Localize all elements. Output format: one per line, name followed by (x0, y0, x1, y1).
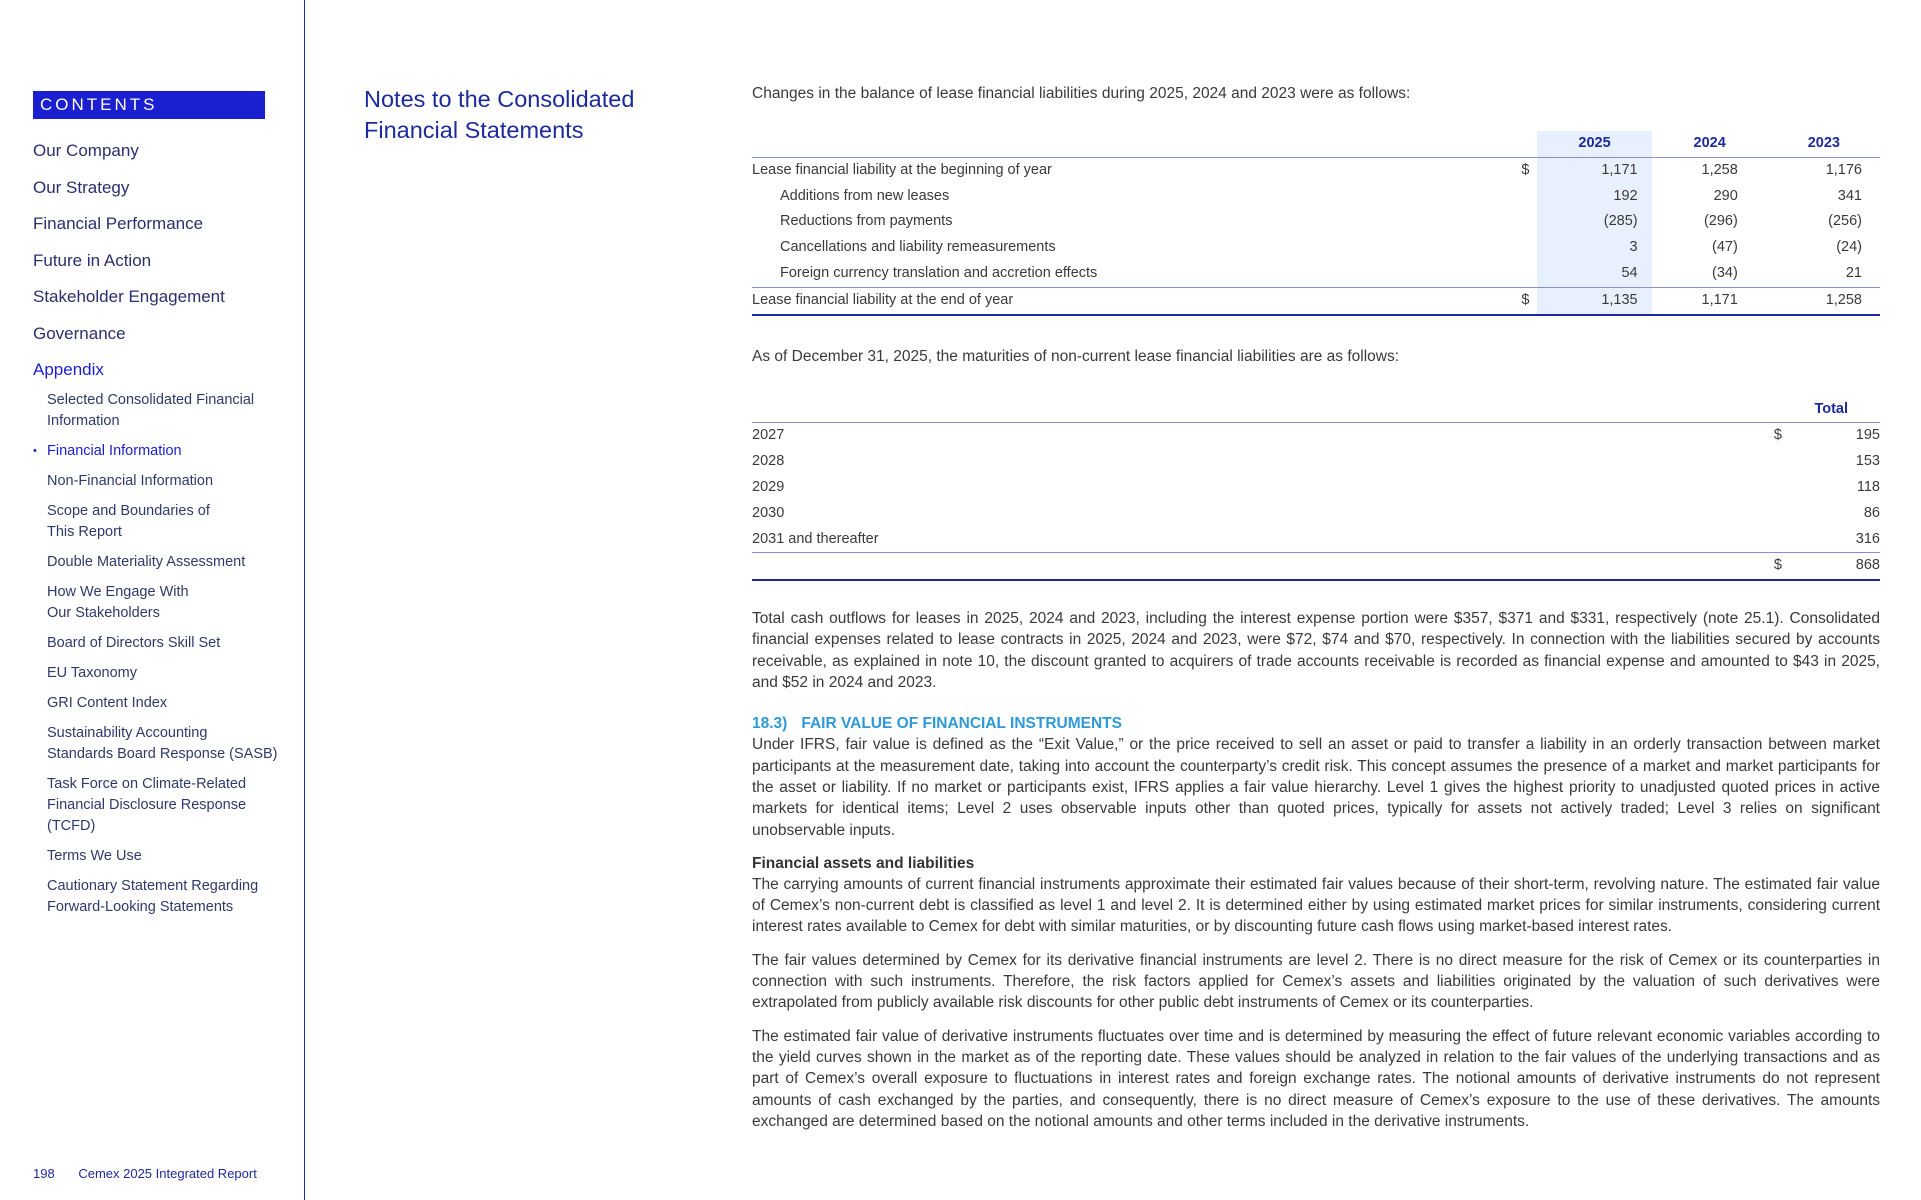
sub-item-label-line: Sustainability Accounting (47, 725, 208, 741)
nav-item-our-strategy[interactable]: Our Strategy (33, 177, 130, 197)
cash-outflows-paragraph: Total cash outflows for leases in 2025, 2024 and 2023, including the interest expense portion were $357, $371 and $331, respectively (note 25.1). Consolidated financial expenses related to lease contracts in 2025, 2024 and 2023, were $72, $74 and $70, respectively. In connection with the liabilities secured by accounts receivable, as explained in note 10, the discount granted to acquirers of trade accounts receivable is recorded as financial expense and amounted to $43 in 2025, and $52 in 2024 and 2023. (752, 610, 1880, 692)
currency-symbol: $ (1773, 427, 1782, 444)
sub-item-label-line: Task Force on Climate-Related (47, 776, 247, 792)
sub-item-label-line: How We Engage With (47, 584, 189, 600)
financial-assets-paragraph-2: The fair values determined by Cemex for its derivative financial instruments are level 2. There is no direct measure for the risk of Cemex or its counterparties in connection with such instruments. Therefore, the risk factors applied for Cemex’s assets and liabilities originated by the valuation of such derivatives were extrapolated from publicly available risk discounts for other public debt instruments of Cemex or its counterparties. (752, 951, 1880, 1012)
nav-main-list (33, 137, 225, 393)
value-2025: 1,171 (1537, 157, 1651, 183)
value-2024: (296) (1703, 213, 1738, 230)
sub-item-label-line: Terms We Use (47, 848, 142, 864)
row-label: Lease financial liability at the end of year (752, 287, 1490, 314)
table-row (752, 449, 1880, 475)
sub-item-label-line: EU Taxonomy (47, 665, 137, 681)
table-total-row (752, 553, 1880, 580)
financial-assets-paragraph-3: The estimated fair value of derivative instruments fluctuates over time and is determined by measuring the effect of future relevant economic variables according to the yield curves shown in the market as of the reporting date. These values should be analyzed in relation to the fair values of the underlying transactions and as part of Cemex’s overall exposure to fluctuations in interest rates and foreign exchange rates. The notional amounts of derivative instruments do not represent amounts of cash exchanged by the parties, and consequently, there is no direct measure of Cemex’s exposure to the use of these derivatives. The amounts exchanged are determined based on the notional amounts and other terms included in the derivative instruments. (752, 1027, 1880, 1130)
table-row (752, 501, 1880, 527)
table-row (752, 475, 1880, 501)
page-number: 198 (33, 1166, 55, 1181)
nav-sub-list (47, 390, 287, 927)
lease-liabilities-table (752, 131, 1880, 316)
value-2025: 1,135 (1537, 287, 1651, 314)
financial-assets-paragraph-1: The carrying amounts of current financial instruments approximate their estimated fair values because of their short-term, revolving nature. The estimated fair value of Cemex’s non-current debt is classified as level 1 and level 2. It is determined either by using estimated market prices for similar instruments, considering current interest rates available to Cemex for debt with similar maturities, or by discounting future cash flows using market-based interest rates. (752, 875, 1880, 936)
value-2025: 3 (1537, 235, 1651, 261)
value-2023: (256) (1828, 213, 1862, 230)
currency-symbol (1752, 475, 1782, 501)
currency-symbol (1752, 449, 1782, 475)
sub-item-label-line: Our Stakeholders (47, 605, 160, 621)
row-label: Additions from new leases (780, 187, 950, 204)
table-header-row (752, 397, 1880, 423)
table-row (752, 157, 1880, 183)
value-2024: (47) (1712, 239, 1738, 256)
sidebar-navigation (0, 0, 305, 1200)
row-value: 86 (1863, 504, 1880, 521)
currency-symbol (1752, 501, 1782, 527)
year-header-2025: 2025 (1537, 131, 1651, 157)
table-row (752, 261, 1880, 287)
sub-item-eu-taxonomy[interactable] (47, 663, 287, 684)
row-label: 2031 and thereafter (752, 530, 879, 547)
year-header-2023: 2023 (1766, 131, 1880, 157)
sub-item-scope-and-boundaries[interactable] (47, 501, 287, 543)
table-row (752, 184, 1880, 210)
maturity-table (752, 397, 1880, 582)
page-footer (33, 1166, 257, 1181)
nav-item-stakeholder-engagement[interactable]: Stakeholder Engagement (33, 287, 225, 306)
sub-item-board-skill-set[interactable] (47, 633, 287, 654)
report-name: Cemex 2025 Integrated Report (78, 1166, 257, 1181)
table-row (752, 235, 1880, 261)
header-spacer (1490, 131, 1537, 157)
row-label: Reductions from payments (780, 213, 953, 230)
sub-item-label-line: Standards Board Response (SASB) (47, 746, 278, 762)
sub-item-selected-consolidated-financial-information[interactable] (47, 390, 287, 432)
value-2023: 1,176 (1825, 161, 1862, 178)
header-spacer (752, 397, 1752, 423)
value-2024: (34) (1712, 264, 1738, 281)
financial-assets-heading: Financial assets and liabilities (752, 854, 975, 872)
lease-table-intro: Changes in the balance of lease financial liabilities during 2025, 2024 and 2023 were as follows: (752, 85, 1411, 102)
currency-symbol: $ (1490, 287, 1537, 314)
sub-item-non-financial-information[interactable] (47, 471, 287, 492)
maturity-table-intro: As of December 31, 2025, the maturities of non-current lease financial liabilities are as follows: (752, 347, 1400, 365)
currency-symbol (1490, 261, 1537, 287)
section-title-line: Notes to the Consolidated (364, 86, 635, 112)
fair-value-intro-paragraph: Under IFRS, fair value is defined as the “Exit Value,” or the price received to sell an asset or paid to transfer a liability in an orderly transaction between market participants at the measurement date, taking into account the counterparty’s credit risk. This concept assumes the presence of a market and market participants for the asset or liability. If no market or participants exist, IFRS applies a fair value hierarchy. Level 1 gives the highest priority to unadjusted quoted prices in active markets for identical items; Level 2 uses observable inputs other than quoted prices, typically for assets not actively traded; Level 3 relies on significant unobservable inputs. (752, 736, 1880, 839)
currency-symbol (1490, 184, 1537, 210)
sub-item-label-line: Scope and Boundaries of (47, 503, 210, 519)
value-2023: 341 (1837, 187, 1862, 204)
section-heading-text: FAIR VALUE OF FINANCIAL INSTRUMENTS (801, 715, 1122, 733)
fair-value-heading (752, 713, 1880, 734)
sub-item-label-line: Double Materiality Assessment (47, 554, 246, 570)
row-label: 2029 (752, 478, 785, 495)
section-title-line: Financial Statements (364, 117, 584, 143)
value-2024: 290 (1713, 187, 1738, 204)
section-number: 18.3) (752, 715, 788, 733)
row-value: 195 (1855, 427, 1880, 444)
table-header-row (752, 131, 1880, 157)
sub-item-how-we-engage[interactable] (47, 582, 287, 624)
sub-item-gri-content-index[interactable] (47, 693, 287, 714)
sub-item-label-line: Cautionary Statement Regarding (47, 878, 259, 894)
header-spacer (1752, 397, 1782, 423)
currency-symbol (1490, 235, 1537, 261)
sub-item-label-line: Selected Consolidated Financial (47, 392, 255, 408)
row-label: Lease financial liability at the beginning of year (752, 161, 1052, 178)
sub-item-label-line: Forward-Looking Statements (47, 899, 234, 915)
nav-item-appendix[interactable]: Appendix (33, 360, 104, 379)
nav-item-future-in-action[interactable]: Future in Action (33, 250, 152, 270)
nav-item-governance[interactable]: Governance (33, 323, 126, 343)
table-row (752, 423, 1880, 449)
table-row (752, 209, 1880, 235)
row-value: 316 (1855, 530, 1880, 547)
row-label: Foreign currency translation and accretion effects (780, 264, 1098, 281)
sub-item-double-materiality-assessment[interactable] (47, 552, 287, 573)
value-2025: 54 (1537, 261, 1651, 287)
value-2023: (24) (1836, 239, 1862, 256)
section-title (364, 84, 664, 146)
row-label: 2027 (752, 427, 785, 444)
row-label-empty (752, 553, 1752, 580)
contents-badge[interactable]: CONTENTS (33, 91, 265, 119)
value-2023: 1,258 (1766, 287, 1880, 314)
nav-item-financial-performance[interactable]: Financial Performance (33, 214, 204, 233)
sub-item-financial-information[interactable] (47, 441, 287, 462)
row-value: 153 (1855, 453, 1880, 470)
main-content (752, 84, 1880, 1132)
value-2025: 192 (1537, 184, 1651, 210)
sub-item-cautionary-statement[interactable] (47, 876, 287, 918)
value-2025: (285) (1537, 209, 1651, 235)
value-2023: 21 (1845, 264, 1862, 281)
sub-item-sasb[interactable] (47, 723, 287, 765)
sub-item-label-line: (TCFD) (47, 818, 96, 834)
table-total-row (752, 287, 1880, 314)
sub-item-label-line: Board of Directors Skill Set (47, 635, 221, 651)
total-value: 868 (1782, 553, 1880, 580)
year-header-2024: 2024 (1652, 131, 1766, 157)
table-row (752, 527, 1880, 553)
sub-item-label-line: This Report (47, 524, 122, 540)
value-2024: 1,171 (1652, 287, 1766, 314)
sub-item-label-line: Financial Information (47, 443, 182, 459)
sub-item-label-line: GRI Content Index (47, 695, 168, 711)
row-label: 2028 (752, 453, 785, 470)
sub-item-tcfd[interactable] (47, 774, 287, 837)
sub-item-label-line: Financial Disclosure Response (47, 797, 247, 813)
currency-symbol: $ (1752, 553, 1782, 580)
sub-item-terms-we-use[interactable] (47, 846, 287, 867)
currency-symbol (1490, 209, 1537, 235)
sub-item-label-line: Information (47, 413, 120, 429)
currency-symbol (1752, 527, 1782, 553)
row-value: 118 (1856, 478, 1880, 495)
row-label: Cancellations and liability remeasurements (780, 239, 1056, 256)
nav-item-our-company[interactable]: Our Company (33, 141, 139, 160)
header-spacer (752, 131, 1490, 157)
total-header: Total (1782, 397, 1880, 423)
row-label: 2030 (752, 504, 785, 521)
value-2024: 1,258 (1701, 161, 1738, 178)
sub-item-label-line: Non-Financial Information (47, 473, 214, 489)
currency-symbol: $ (1521, 161, 1530, 178)
